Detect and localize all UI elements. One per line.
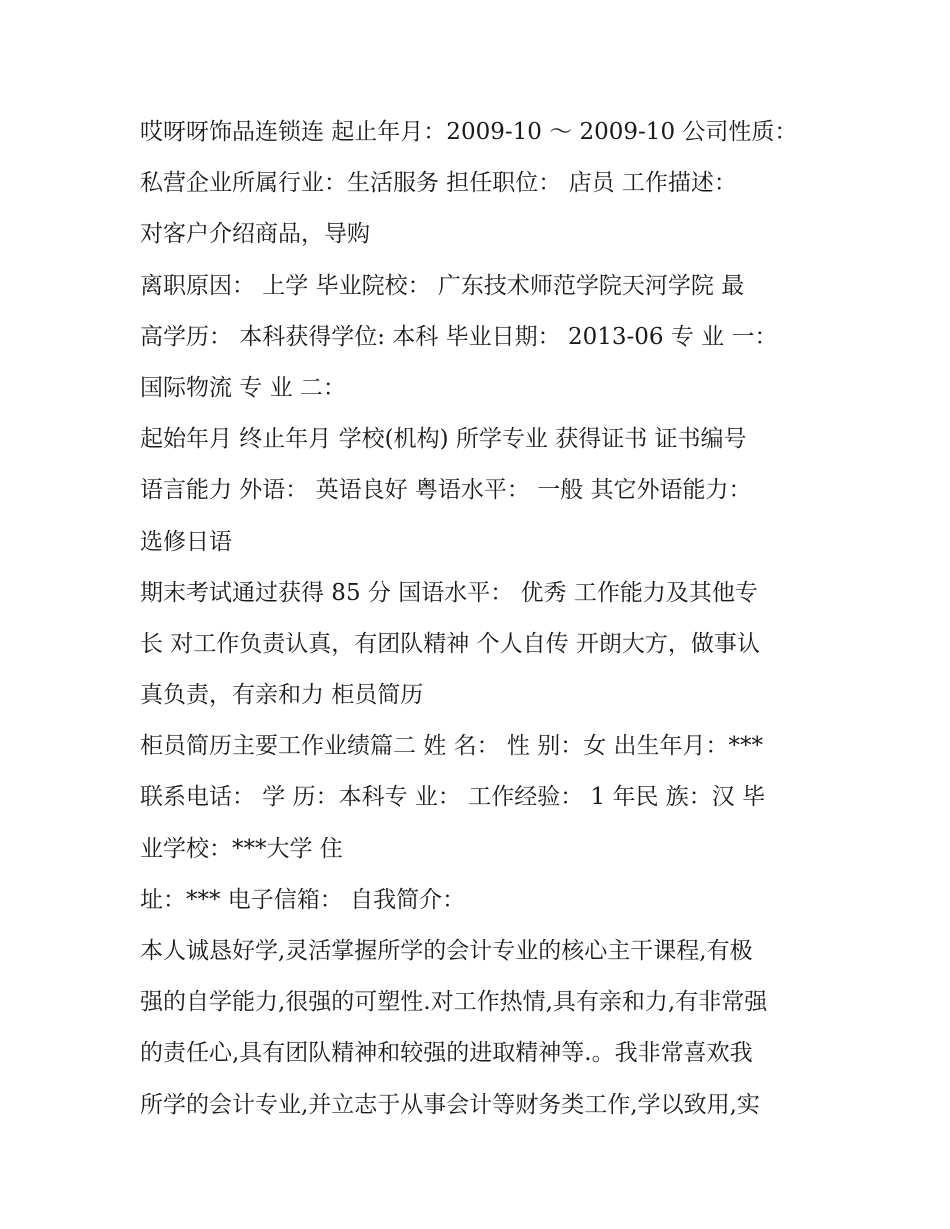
text-line-1: 哎呀呀饰品连锁连 起止年月：2009-10 ～ 2009-10 公司性质： bbox=[140, 119, 798, 145]
text-line-18: 强的自学能力,很强的可塑性.对工作热情,具有亲和力,有非常强 bbox=[140, 989, 768, 1016]
text-line-17: 本人诚恳好学,灵活掌握所学的会计专业的核心主干课程,有极 bbox=[140, 938, 753, 964]
text-line-19: 的责任心,具有团队精神和较强的进取精神等.。我非常喜欢我 bbox=[140, 1040, 753, 1067]
text-line-5: 高学历： 本科获得学位: 本科 毕业日期： 2013-06 专 业 一： bbox=[140, 323, 778, 350]
text-line-9: 选修日语 bbox=[140, 528, 232, 555]
text-line-2: 私营企业所属行业：生活服务 担任职位： 店员 工作描述： bbox=[140, 170, 737, 197]
text-line-8: 语言能力 外语： 英语良好 粤语水平： 一般 其它外语能力： bbox=[140, 477, 752, 504]
text-line-7: 起始年月 终止年月 学校(机构) 所学专业 获得证书 证书编号 bbox=[140, 426, 747, 453]
text-line-16: 址：*** 电子信箱： 自我简介： bbox=[140, 886, 466, 913]
text-line-6: 国际物流 专 业 二： bbox=[140, 374, 346, 401]
text-line-12: 真负责，有亲和力 柜员简历 bbox=[140, 682, 424, 709]
resume-text-block bbox=[140, 107, 820, 1131]
text-line-3: 对客户介绍商品，导购 bbox=[140, 221, 370, 248]
text-line-20: 所学的会计专业,并立志于从事会计等财务类工作,学以致用,实 bbox=[140, 1091, 760, 1118]
text-line-10: 期末考试通过获得 85 分 国语水平： 优秀 工作能力及其他专 bbox=[140, 579, 758, 606]
text-line-15: 业学校：***大学 住 bbox=[140, 835, 343, 862]
text-line-11: 长 对工作负责认真，有团队精神 个人自传 开朗大方，做事认 bbox=[140, 630, 760, 657]
text-line-14: 联系电话： 学 历：本科专 业： 工作经验： 1 年民 族：汉 毕 bbox=[140, 784, 766, 811]
text-line-13: 柜员简历主要工作业绩篇二 姓 名： 性 别：女 出生年月：*** bbox=[140, 733, 764, 760]
text-line-4: 离职原因： 上学 毕业院校： 广东技术师范学院天河学院 最 bbox=[140, 272, 745, 299]
